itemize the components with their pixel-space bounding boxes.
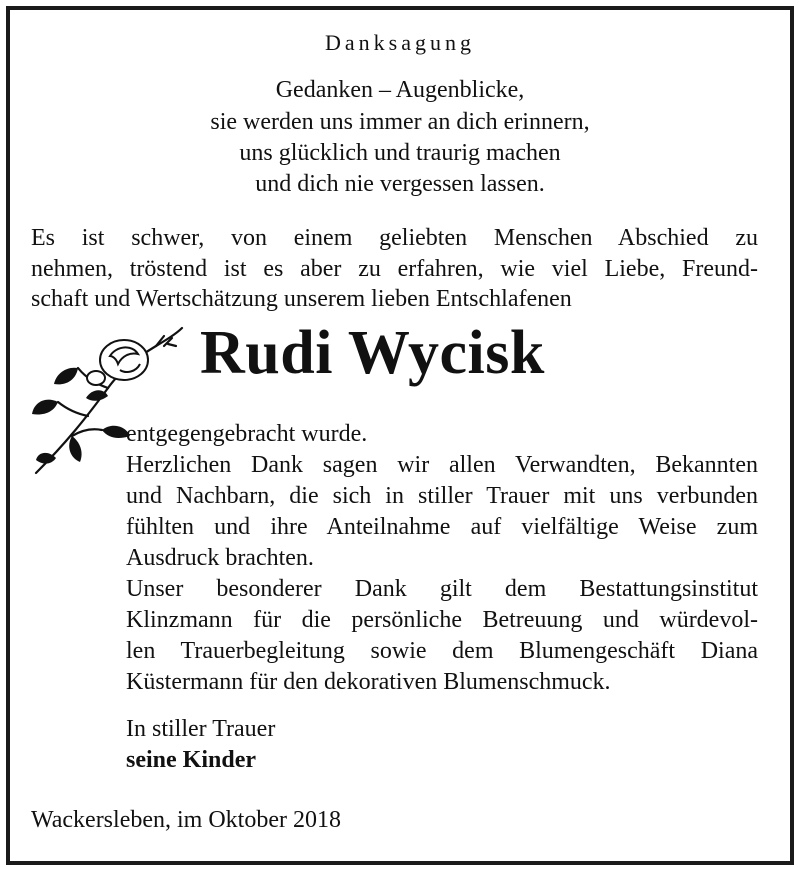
body-line-6: Unser besonderer Dank gilt dem Bestattungsinstitut (126, 576, 758, 602)
intro-line-1: Es ist schwer, von einem geliebten Menschen Abschied zu (31, 225, 758, 251)
poem-line-2: sie werden uns immer an dich erinnern, (210, 109, 590, 135)
body-line-9: Küstermann für den dekorativen Blumenschmuck. (126, 669, 611, 695)
place-date: Wackersleben, im Oktober 2018 (31, 807, 341, 833)
body-line-7: Klinzmann für die persönliche Betreuung und würdevol- (126, 607, 758, 633)
body-line-2: Herzlichen Dank sagen wir allen Verwandten, Bekannten (126, 452, 758, 478)
intro-line-3: schaft und Wertschätzung unserem lieben Entschlafenen (31, 286, 572, 312)
intro-line-2: nehmen, tröstend ist es aber zu erfahren, wie viel Liebe, Freund- (31, 256, 758, 282)
body-line-5: Ausdruck brachten. (126, 545, 314, 571)
body-line-1: entgegengebracht wurde. (126, 421, 368, 447)
notice-heading: Danksagung (325, 30, 475, 55)
body-line-8: len Trauerbegleitung sowie dem Blumengeschäft Diana (126, 638, 758, 664)
poem-line-1: Gedanken – Augenblicke, (275, 77, 525, 103)
closing-signature: seine Kinder (126, 747, 256, 773)
closing-mourning: In stiller Trauer (126, 716, 276, 742)
poem-line-4: und dich nie vergessen lassen. (255, 171, 545, 197)
body-line-3: und Nachbarn, die sich in stiller Trauer mit uns verbunden (126, 483, 758, 509)
deceased-name: Rudi Wycisk (200, 319, 545, 387)
body-line-4: fühlten und ihre Anteilnahme auf vielfältige Weise zum (126, 514, 758, 540)
poem-line-3: uns glücklich und traurig machen (239, 140, 561, 166)
